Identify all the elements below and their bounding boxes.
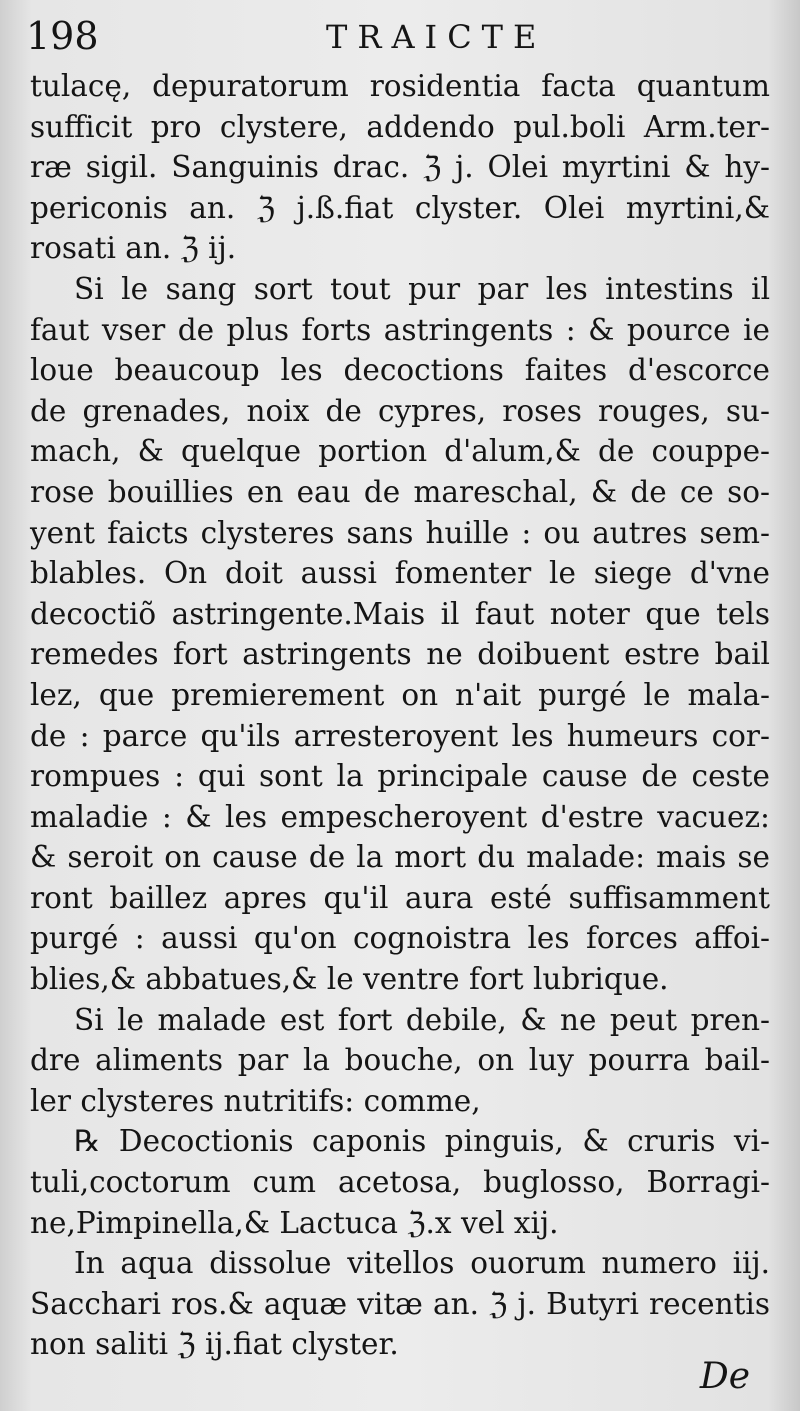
page-number: 198 — [26, 14, 99, 58]
paragraph-clyster-recipe — [30, 1243, 770, 1365]
page-header — [26, 14, 726, 66]
text-line: In aqua dissolue vitellos ouorum numero iij. — [74, 1246, 770, 1281]
text-line: & seroit on cause de la mort du malade: mais se — [30, 840, 770, 875]
text-line: de grenades, noix de cypres, roses rouges, su- — [30, 393, 770, 428]
text-line: loue beaucoup les decoctions faites d'escorce — [30, 353, 770, 388]
text-line: ræ sigil. Sanguinis drac. ℨ j. Olei myrtini & hy- — [30, 150, 770, 185]
text-line: maladie : & les empescheroyent d'estre vacuez: — [30, 799, 770, 834]
text-line: mach, & quelque portion d'alum,& de couppe- — [30, 434, 770, 469]
text-line: rosati an. ℨ ij. — [30, 231, 237, 266]
text-line: sufficit pro clystere, addendo pul.boli Arm.ter- — [30, 109, 770, 144]
text-line: Sacchari ros.& aquæ vitæ an. ℨ j. Butyri recentis — [30, 1286, 770, 1321]
paragraph-malade-debile — [30, 1000, 770, 1122]
text-line: ℞ Decoctionis caponis pinguis, & cruris vi- — [74, 1124, 770, 1159]
running-head: TRAICTE — [326, 18, 547, 56]
text-line: ne,Pimpinella,& Lactuca ℨ.x vel xij. — [30, 1205, 559, 1240]
text-line: yent faicts clysteres sans huille : ou autres sem- — [30, 515, 770, 550]
text-line: purgé : aussi qu'on cognoistra les forces affoi- — [30, 921, 770, 956]
text-line: dre aliments par la bouche, on luy pourra bail- — [30, 1043, 770, 1078]
text-line: ler clysteres nutritifs: comme, — [30, 1083, 481, 1118]
text-line: ront baillez apres qu'il aura esté suffisamment — [30, 880, 770, 915]
text-line: periconis an. ℨ j.ß.fiat clyster. Olei myrtini,& — [30, 190, 770, 225]
text-line: remedes fort astringents ne doibuent estre bail — [30, 637, 770, 672]
text-line: rompues : qui sont la principale cause de ceste — [30, 759, 770, 794]
text-line: tulacę, depuratorum rosidentia facta quantum — [30, 69, 770, 103]
text-line: tuli,coctorum cum acetosa, buglosso, Borragi- — [30, 1165, 770, 1200]
text-line: non saliti ℨ ij.fiat clyster. — [30, 1327, 399, 1362]
text-line: decoctiõ astringente.Mais il faut noter que tels — [30, 596, 770, 631]
recipe-decoction — [30, 1121, 770, 1243]
text-line: rose bouillies en eau de mareschal, & de ce so- — [30, 474, 770, 509]
paragraph-intestins — [30, 269, 770, 1000]
text-line: blables. On doit aussi fomenter le siege d'vne — [30, 556, 770, 591]
paragraph-continuation — [30, 66, 770, 269]
text-line: Si le malade est fort debile, & ne peut pren- — [74, 1002, 770, 1037]
text-line: de : parce qu'ils arresteroyent les humeurs cor- — [30, 718, 770, 753]
text-line: blies,& abbatues,& le ventre fort lubrique. — [30, 962, 669, 997]
catchword: De — [699, 1356, 750, 1397]
text-line: faut vser de plus forts astringents : & pource ie — [30, 312, 770, 347]
text-line: Si le sang sort tout pur par les intestins il — [74, 271, 770, 306]
text-line: lez, que premierement on n'ait purgé le mala- — [30, 677, 770, 712]
text-body — [30, 66, 770, 1365]
